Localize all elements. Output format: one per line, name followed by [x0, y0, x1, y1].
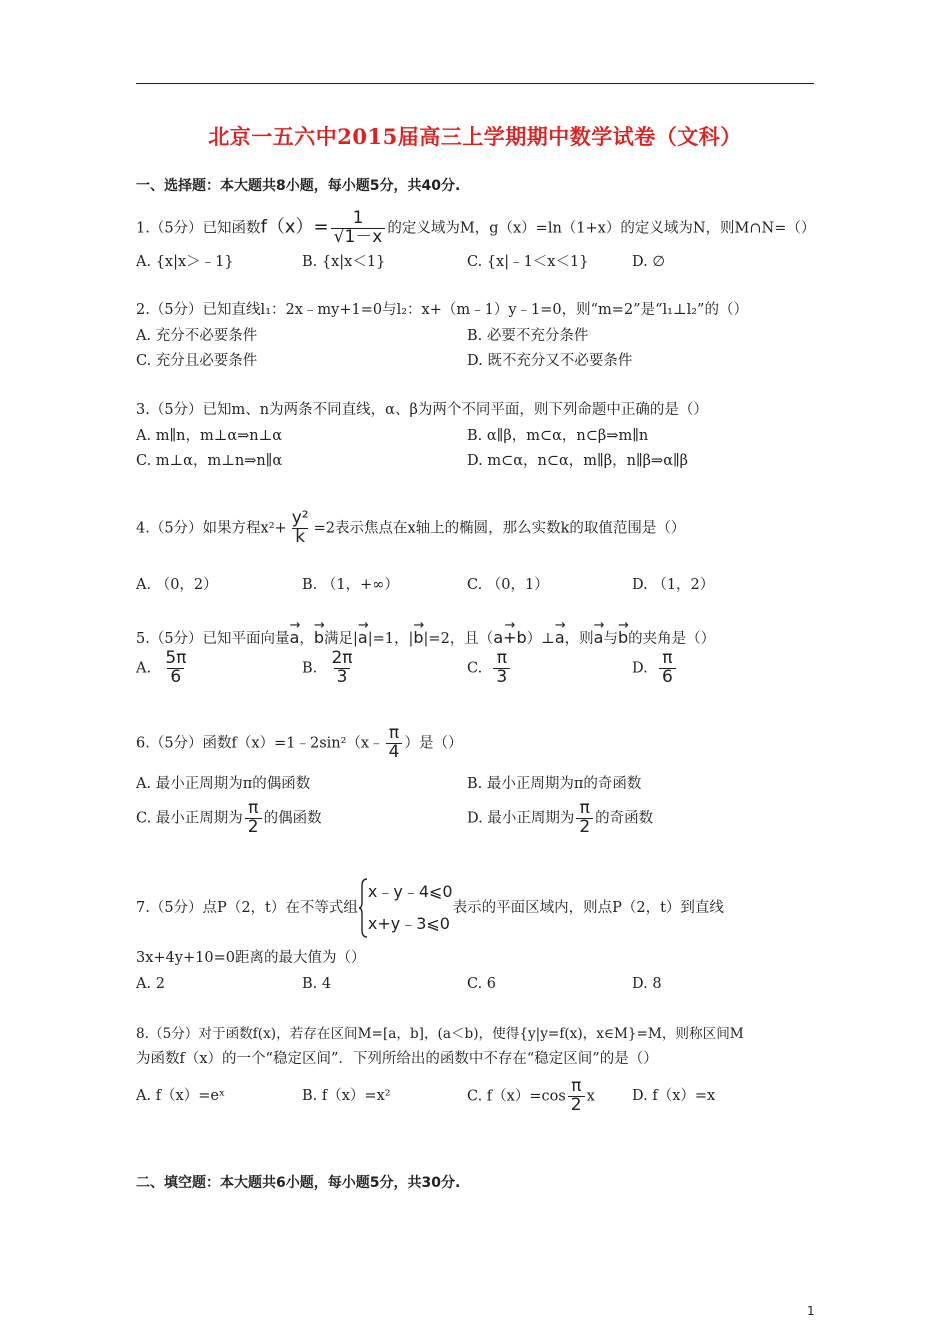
q5-option-c	[467, 650, 512, 687]
q5-vector-a-plus-b: → a+b	[493, 622, 526, 648]
q7-rows	[368, 876, 453, 940]
q5-text-3: |=1，|	[367, 631, 414, 647]
question-5	[136, 622, 715, 649]
q1-option-c: C. {x|﹣1＜x＜1}	[467, 254, 589, 270]
q6-den: 4	[386, 743, 403, 762]
q5-c-fraction	[493, 650, 510, 687]
q5-vector-b-3: → b	[618, 622, 628, 648]
q2-option-b: B. 必要不充分条件	[467, 328, 589, 344]
q6-fraction	[386, 725, 403, 762]
q5-d-num: π	[662, 648, 673, 668]
q5-b-label: B.	[302, 660, 318, 677]
q5-text-5: ）⊥	[526, 631, 555, 647]
q1-fraction	[331, 210, 386, 247]
q6-d-suf: 的奇函数	[595, 810, 654, 827]
q3-option-c: C. m⊥α，m⊥n⇒n∥α	[136, 453, 283, 469]
q6-prefix: 6.（5分）函数f（x）=1﹣2sin²（x﹣	[136, 735, 384, 752]
question-8: 8.（5分）对于函数f(x)，若存在区间M=[a，b]，(a＜b)，使得{y|y=f(x)，x∈M}=M，则称区间M	[136, 1026, 744, 1042]
q7-row-1: x﹣y﹣4⩽0	[367, 882, 453, 901]
q7-option-d: D. 8	[632, 976, 662, 992]
header-rule	[136, 83, 814, 84]
page-title: 北京一五六中2015届高三上学期期中数学试卷（文科）	[208, 124, 742, 149]
question-8-line-2: 为函数f（x）的一个“稳定区间”．下列所给出的函数中不存在“稳定区间”的是（）	[136, 1051, 658, 1067]
q4-suffix: =2表示焦点在x轴上的椭圆，那么实数k的取值范围是（）	[313, 520, 686, 537]
q8-option-a: A. f（x）=eˣ	[136, 1088, 226, 1104]
q5-a-label: A.	[136, 660, 152, 677]
q3-option-a: A. m∥n，m⊥α⇒n⊥α	[136, 428, 283, 444]
q4-num: y²	[291, 508, 309, 528]
q6-c-num: π	[248, 798, 259, 818]
q5-d-fraction	[659, 650, 676, 687]
q2-option-a: A. 充分不必要条件	[136, 328, 258, 344]
question-4	[136, 510, 685, 547]
q1-den: √1－x	[331, 228, 386, 247]
section-heading-fill: 二、填空题：本大题共6小题，每小题5分，共30分.	[136, 1175, 461, 1191]
question-3: 3.（5分）已知m、n为两条不同直线，α、β为两个不同平面，则下列命题中正确的是（）	[136, 402, 708, 418]
q5-option-a	[136, 650, 191, 687]
q7-inequality-system	[358, 876, 453, 940]
q6-option-d	[467, 800, 653, 837]
q5-b-fraction	[328, 650, 355, 687]
q1-option-b: B. {x|x＜1}	[302, 254, 386, 270]
q5-c-num: π	[496, 648, 507, 668]
q1-option-d: D. ∅	[632, 254, 665, 270]
q4-option-b: B. （1，+∞）	[302, 577, 399, 593]
q4-option-a: A. （0，2）	[136, 577, 218, 593]
q5-c-den: 3	[493, 668, 510, 687]
q8-c-suf: x	[586, 1088, 595, 1105]
q8-c-num: π	[571, 1076, 582, 1096]
q4-prefix: 4.（5分）如果方程x²+	[136, 520, 287, 537]
q5-a-fraction	[162, 650, 189, 687]
q7-option-b: B. 4	[302, 976, 332, 992]
q2-option-d: D. 既不充分又不必要条件	[467, 353, 633, 369]
q1-option-a: A. {x|x＞﹣1}	[136, 254, 234, 270]
q5-option-b	[302, 650, 358, 687]
q4-den: k	[292, 528, 308, 547]
q5-d-den: 6	[659, 668, 676, 687]
q5-text-8: 的夹角是（）	[628, 631, 716, 647]
q5-a-num: 5π	[165, 648, 187, 668]
section-heading-choice: 一、选择题：本大题共8小题，每小题5分，共40分.	[136, 178, 461, 194]
q5-vector-a-2: → a	[358, 622, 368, 648]
q6-c-pre: C. 最小正周期为	[136, 810, 243, 827]
q7-suffix: 表示的平面区域内，则点P（2，t）到直线	[452, 900, 724, 916]
q1-fx: f（x）=	[260, 216, 329, 238]
q5-c-label: C.	[467, 660, 483, 677]
question-1	[136, 210, 815, 247]
brace-icon	[358, 878, 368, 938]
question-6	[136, 725, 462, 762]
q4-option-d: D. （1，2）	[632, 577, 715, 593]
q5-vector-b: → b	[314, 622, 324, 648]
q5-text-2: 满足|	[324, 631, 358, 647]
q1-prefix: 1.（5分）已知函数	[136, 220, 261, 237]
q5-a-den: 6	[167, 668, 184, 687]
q3-option-b: B. α∥β，m⊂α，n⊂β⇒m∥n	[467, 428, 649, 444]
q6-d-den: 2	[576, 818, 593, 837]
q5-text-4: |=2，且（	[423, 631, 494, 647]
q5-vector-b-2: → b	[413, 622, 423, 648]
q4-option-c: C. （0，1）	[467, 577, 549, 593]
q6-num: π	[388, 723, 400, 743]
q6-option-a: A. 最小正周期为π的偶函数	[136, 776, 311, 792]
q5-text-7: 与	[603, 631, 618, 647]
q8-option-b: B. f（x）=x²	[302, 1088, 391, 1104]
q3-option-d: D. m⊂α，n⊂α，m∥β，n∥β⇒α∥β	[467, 453, 689, 469]
q2-option-c: C. 充分且必要条件	[136, 353, 258, 369]
q8-c-fraction	[568, 1078, 585, 1115]
q7-option-a: A. 2	[136, 976, 165, 992]
q5-text-1: 5.（5分）已知平面向量	[136, 631, 290, 647]
q4-fraction	[289, 510, 312, 547]
question-7	[136, 876, 724, 940]
q8-option-d: D. f（x）=x	[632, 1088, 716, 1104]
q5-b-den: 3	[334, 668, 351, 687]
q5-sep: ，	[299, 631, 314, 647]
question-2: 2.（5分）已知直线l₁：2x﹣my+1=0与l₂：x+（m﹣1）y﹣1=0，则“m=2”是“l₁⊥l₂”的（）	[136, 302, 748, 318]
page-number: 1	[807, 1304, 815, 1318]
q5-b-num: 2π	[331, 648, 353, 668]
q6-option-b: B. 最小正周期为π的奇函数	[467, 776, 642, 792]
question-7-line-2: 3x+4y+10=0距离的最大值为（）	[136, 950, 366, 966]
q7-option-c: C. 6	[467, 976, 497, 992]
q6-d-pre: D. 最小正周期为	[467, 810, 575, 827]
q8-option-c	[467, 1078, 595, 1115]
q5-vector-a-4: → a	[594, 622, 604, 648]
q5-text-6: ，则	[564, 631, 594, 647]
q5-vector-a-3: → a	[555, 622, 565, 648]
q5-vector-a: → a	[290, 622, 300, 648]
q1-suffix: 的定义域为M，g（x）=ln（1+x）的定义域为N，则M∩N=（）	[387, 220, 816, 237]
q5-option-d	[632, 650, 678, 687]
q6-c-suf: 的偶函数	[263, 810, 322, 827]
q1-num: 1	[352, 208, 364, 228]
q7-prefix: 7.（5分）点P（2，t）在不等式组	[136, 900, 358, 916]
q6-c-fraction	[245, 800, 262, 837]
q5-d-label: D.	[632, 660, 648, 677]
q8-c-pre: C. f（x）=cos	[467, 1088, 566, 1105]
q6-d-fraction	[576, 800, 593, 837]
q6-d-num: π	[579, 798, 590, 818]
q6-option-c	[136, 800, 322, 837]
q7-row-2: x+y﹣3⩽0	[367, 914, 450, 933]
q6-suffix: ）是（）	[404, 735, 463, 752]
q6-c-den: 2	[245, 818, 262, 837]
q8-c-den: 2	[568, 1096, 585, 1115]
